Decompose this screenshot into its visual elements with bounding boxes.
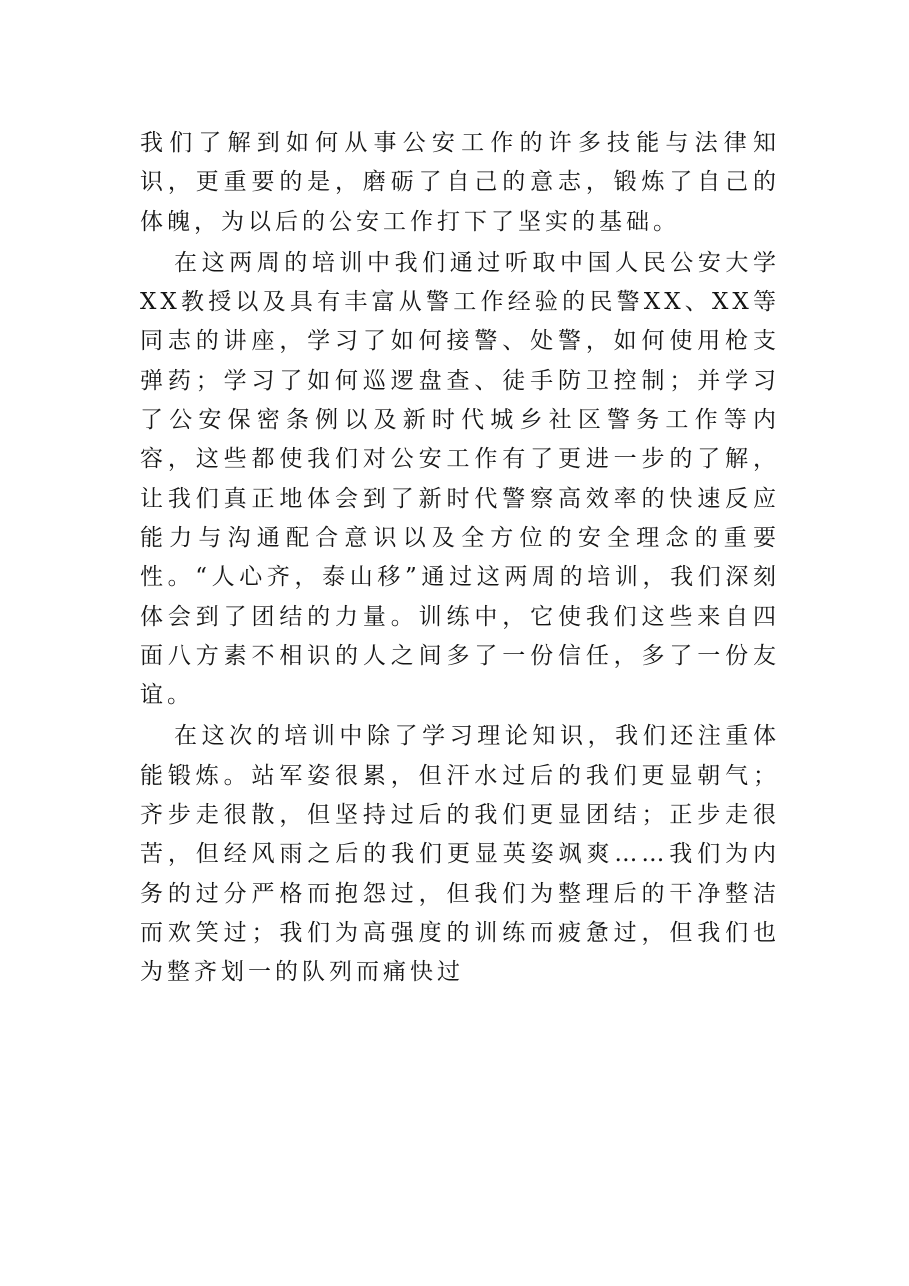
paragraph-2: 在这两周的培训中我们通过听取中国人民公安大学XX教授以及具有丰富从警工作经验的民警XX、XX等同志的讲座，学习了如何接警、处警，如何使用枪支弹药；学习了如何巡逻盘查、徒手防卫控制；并学习了公安保密条例以及新时代城乡社区警务工作等内容，这些都使我们对公安工作有了更进一步的了解，让我们真正地体会到了新时代警察高效率的快速反应能力与沟通配合意识以及全方位的安全理念的重要性。“人心齐，泰山移”通过这两周的培训，我们深刻体会到了团结的力量。训练中，它使我们这些来自四面八方素不相识的人之间多了一份信任，多了一份友谊。 (140, 249, 780, 709)
paragraph-1: 我们了解到如何从事公安工作的许多技能与法律知识，更重要的是，磨砺了自己的意志，锻炼了自己的体魄，为以后的公安工作打下了坚实的基础。 (140, 130, 780, 235)
document-body (140, 124, 780, 993)
paragraph-3: 在这次的培训中除了学习理论知识，我们还注重体能锻炼。站军姿很累，但汗水过后的我们更显朝气；齐步走很散，但坚持过后的我们更显团结；正步走很苦，但经风雨之后的我们更显英姿飒爽……我们为内务的过分严格而抱怨过，但我们为整理后的干净整洁而欢笑过；我们为高强度的训练而疲惫过，但我们也为整齐划一的队列而痛快过 (140, 723, 780, 986)
